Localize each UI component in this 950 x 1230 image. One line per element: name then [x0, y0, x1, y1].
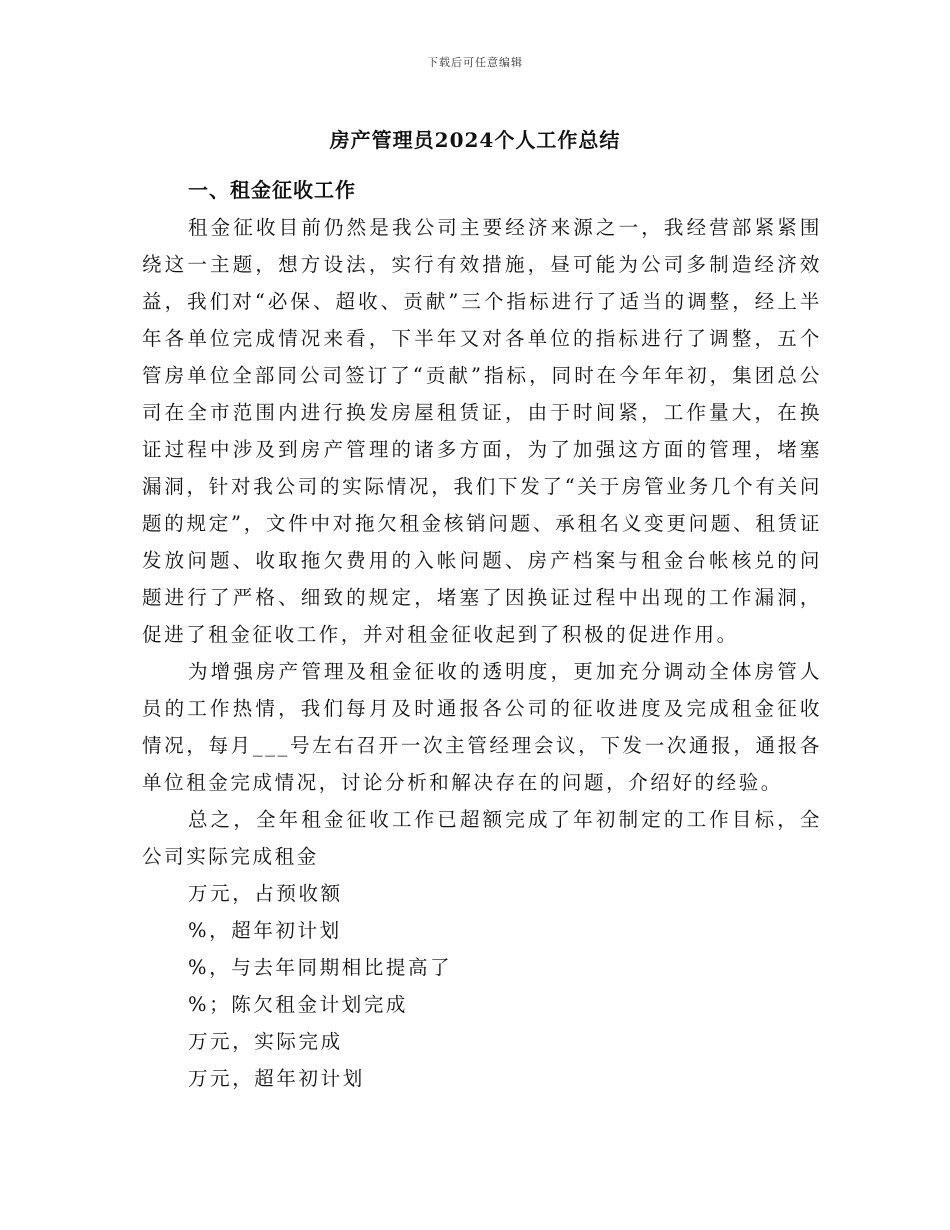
document-title: 房产管理员2024个人工作总结: [329, 128, 621, 152]
paragraph: 为增强房产管理及租金征收的透明度，更加充分调动全体房管人员的工作热情，我们每月及时通报各公司的征收进度及完成租金征收情况，每月___号左右召开一次主管经理会议，下发一次通报，通报各单位租金完成情况，讨论分析和解决存在的问题，介绍好的经验。: [142, 660, 822, 794]
paragraph: 租金征收目前仍然是我公司主要经济来源之一，我经营部紧紧围绕这一主题，想方设法，实行有效措施，昼可能为公司多制造经济效益，我们对“必保、超收、贡献”三个指标进行了适当的调整，经上半年各单位完成情况来看，下半年又对各单位的指标进行了调整，五个管房单位全部同公司签订了“贡献”指标，同时在今年年初，集团总公司在全市范围内进行换发房屋租赁证，由于时间紧，工作量大，在换证过程中涉及到房产管理的诸多方面，为了加强这方面的管理，堵塞漏洞，针对我公司的实际情况，我们下发了“关于房管业务几个有关问题的规定”，文件中对拖欠租金核销问题、承租名义变更问题、租赁证发放问题、收取拖欠费用的入帐问题、房产档案与租金台帐核兑的问题进行了严格、细致的规定，堵塞了因换证过程中出现的工作漏洞，促进了租金征收工作，并对租金征收起到了积极的促进作用。: [142, 216, 822, 646]
document-body: [142, 172, 822, 1097]
paragraph: 总之，全年租金征收工作已超额完成了年初制定的工作目标，全公司实际完成租金: [142, 808, 822, 868]
line-item: 万元，实际完成: [188, 1030, 343, 1053]
line-item: 万元，占预收额: [188, 882, 343, 905]
line-item: %，与去年同期相比提高了: [188, 956, 453, 979]
line-item: %；陈欠租金计划完成: [188, 993, 409, 1016]
line-item: %，超年初计划: [188, 919, 342, 942]
section-heading: 一、租金征收工作: [188, 178, 356, 202]
line-item: 万元，超年初计划: [188, 1067, 365, 1090]
header-note: 下载后可任意编辑: [427, 56, 523, 69]
